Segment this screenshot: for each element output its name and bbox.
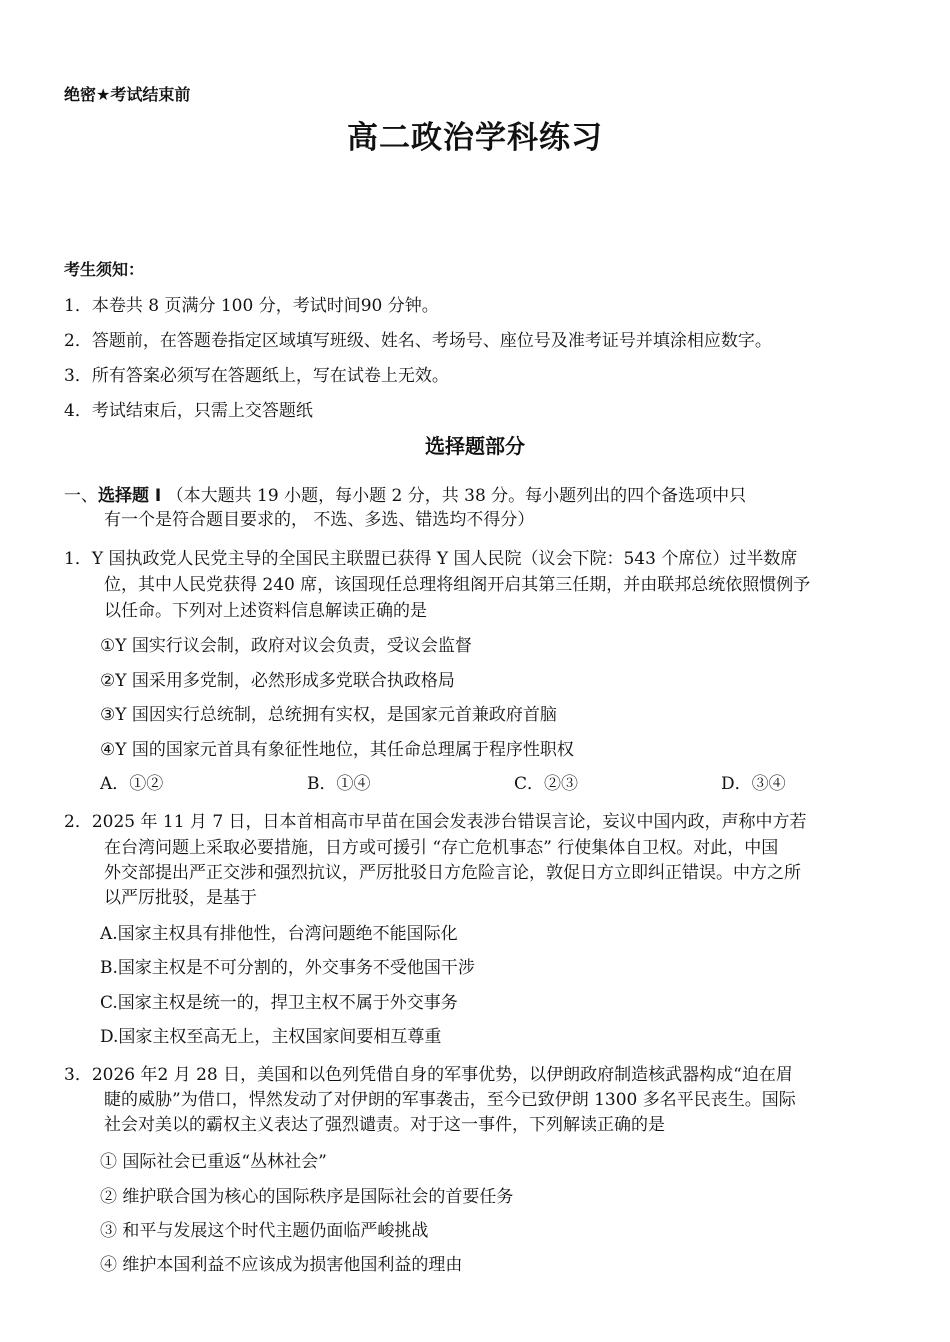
question-3-statement: ① 国际社会已重返“丛林社会” [100, 1152, 327, 1172]
question-3-text: 3．2026 年2 月 28 日，美国和以色列凭借自身的军事优势，以伊朗政府制造核武器构成“迫在眉 [64, 1065, 793, 1085]
notice-heading: 考生须知： [64, 260, 145, 279]
question-1-statement: ④Y 国的国家元首具有象征性地位，其任命总理属于程序性职权 [100, 740, 574, 760]
question-3-text: 睫的威胁”为借口，悍然发动了对伊朗的军事袭击，至今已致伊朗 1300 多名平民丧生。国际 [104, 1090, 796, 1110]
section-title: 选择题部分 [425, 434, 525, 458]
notice-item: 4．考试结束后，只需上交答题纸 [64, 401, 313, 421]
question-3-statement: ② 维护联合国为核心的国际秩序是国际社会的首要任务 [100, 1187, 514, 1207]
question-1-choice-c[interactable]: C．②③ [514, 774, 579, 794]
part-description: （本大题共 19 小题，每小题 2 分，共 38 分。每小题列出的四个备选项中只 [166, 486, 747, 506]
question-2-option-b[interactable]: B.国家主权是不可分割的，外交事务不受他国干涉 [100, 958, 475, 978]
question-1-choice-d[interactable]: D．③④ [721, 774, 786, 794]
question-2-text: 以严厉批驳，是基于 [104, 888, 257, 908]
notice-item: 1．本卷共 8 页满分 100 分，考试时间90 分钟。 [64, 296, 439, 316]
question-1-statement: ②Y 国采用多党制，必然形成多党联合执政格局 [100, 671, 455, 691]
question-3-statement: ④ 维护本国利益不应该成为损害他国利益的理由 [100, 1255, 463, 1275]
notice-item: 2．答题前，在答题卷指定区域填写班级、姓名、考场号、座位号及准考证号并填涂相应数字。 [64, 331, 772, 351]
question-1-text: 1．Y 国执政党人民党主导的全国民主联盟已获得 Y 国人民院（议会下院：543 个席位）过半数席 [64, 549, 798, 569]
question-2-option-c[interactable]: C.国家主权是统一的，捍卫主权不属于外交事务 [100, 993, 458, 1013]
part-description-cont: 有一个是符合题目要求的， 不选、多选、错选均不得分） [104, 510, 535, 530]
question-2-text: 外交部提出严正交涉和强烈抗议，严厉批驳日方危险言论，敦促日方立即纠正错误。中方之所 [104, 863, 801, 883]
question-1-text: 位，其中人民党获得 240 席，该国现任总理将组阁开启其第三任期，并由联邦总统依照惯例予 [104, 575, 811, 595]
question-2-option-a[interactable]: A.国家主权具有排他性，台湾问题绝不能国际化 [100, 924, 458, 944]
question-1-statement: ①Y 国实行议会制，政府对议会负责，受议会监督 [100, 636, 472, 656]
part-label: 选择题 Ⅰ [98, 486, 162, 506]
page-title: 高二政治学科练习 [347, 120, 603, 156]
question-2-text: 2．2025 年 11 月 7 日，日本首相高市早苗在国会发表涉台错误言论，妄议中国内政，声称中方若 [64, 812, 807, 832]
notice-item: 3．所有答案必须写在答题纸上，写在试卷上无效。 [64, 366, 449, 386]
question-1-choice-b[interactable]: B．①④ [307, 774, 371, 794]
question-3-text: 社会对美以的霸权主义表达了强烈谴责。对于这一事件，下列解读正确的是 [104, 1115, 665, 1135]
question-2-text: 在台湾问题上采取必要措施，日方或可援引 “存亡危机事态” 行使集体自卫权。对此，中国 [104, 838, 779, 858]
question-2-option-d[interactable]: D.国家主权至高无上，主权国家间要相互尊重 [100, 1027, 442, 1047]
confidential-label: 绝密★考试结束前 [64, 85, 191, 104]
part-heading [64, 481, 746, 506]
question-1-statement: ③Y 国因实行总统制，总统拥有实权，是国家元首兼政府首脑 [100, 705, 557, 725]
part-prefix: 一、 [64, 486, 98, 506]
question-1-choice-a[interactable]: A．①② [100, 774, 164, 794]
question-3-statement: ③ 和平与发展这个时代主题仍面临严峻挑战 [100, 1221, 429, 1241]
question-1-text: 以任命。下列对上述资料信息解读正确的是 [104, 601, 427, 621]
